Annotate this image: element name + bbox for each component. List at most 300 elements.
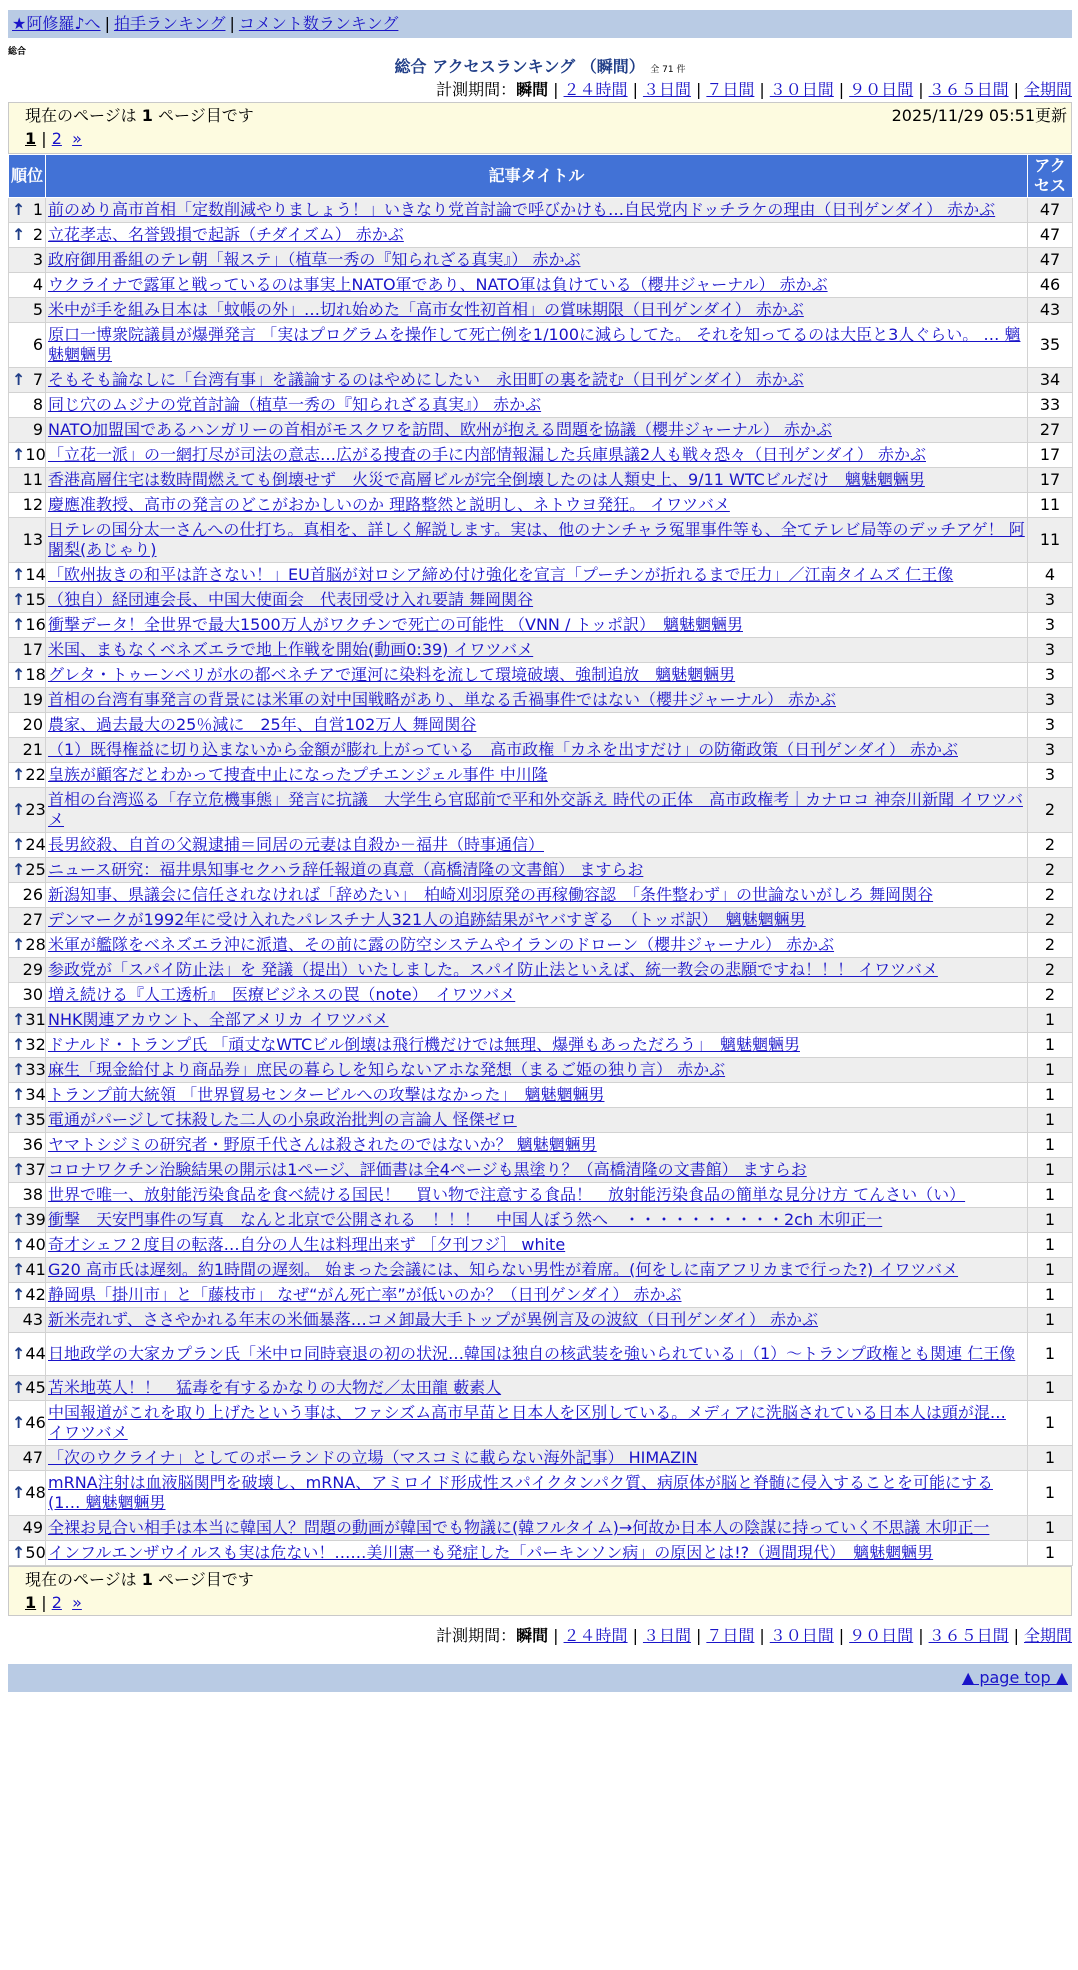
rank-cell xyxy=(9,298,46,323)
article-title-link[interactable]: 立花孝志、名誉毀損で起訴（チダイズム） 赤かぶ xyxy=(48,225,404,244)
access-count: 1 xyxy=(1028,1058,1073,1083)
title-cell xyxy=(46,738,1028,763)
rank-cell xyxy=(9,1283,46,1308)
title-cell xyxy=(46,613,1028,638)
title-cell xyxy=(46,1158,1028,1183)
title-header: 記事タイトル xyxy=(46,155,1028,198)
rank-cell xyxy=(9,958,46,983)
table-row xyxy=(9,1108,1073,1133)
title-cell xyxy=(46,1108,1028,1133)
access-count: 1 xyxy=(1028,1183,1073,1208)
rank-number: 16 xyxy=(25,615,46,634)
access-count: 11 xyxy=(1028,518,1073,563)
rank-cell xyxy=(9,418,46,443)
article-title-link[interactable]: 前のめり高市首相「定数削減やりましょう！」いきなり党首討論で呼びかけも…自民党内ドッチラケの理由（日刊ゲンダイ） 赤かぶ xyxy=(48,200,996,219)
comment-ranking-link[interactable]: コメント数ランキング xyxy=(238,14,399,33)
title-cell xyxy=(46,1376,1028,1401)
rank-cell xyxy=(9,688,46,713)
table-row xyxy=(9,1208,1073,1233)
up-arrow-icon: ↑ xyxy=(12,1543,26,1562)
article-title-link[interactable]: 首相の台湾巡る「存立危機事態」発言に抗議 大学生ら官邸前で平和外交訴え 時代の正体 高市政権考｜カナロコ 神奈川新聞 イワツバメ xyxy=(48,790,1023,829)
title-cell xyxy=(46,1258,1028,1283)
rank-number: 8 xyxy=(32,395,43,414)
title-cell xyxy=(46,1333,1028,1376)
access-count: 1 xyxy=(1028,1158,1073,1183)
period-link[interactable]: ２４時間 xyxy=(563,1626,628,1645)
title-cell xyxy=(46,393,1028,418)
table-row xyxy=(9,273,1073,298)
article-title-link[interactable]: NATO加盟国であるハンガリーの首相がモスクワを訪問、欧州が抱える問題を協議（櫻井ジャーナル） 赤かぶ xyxy=(48,420,833,439)
article-title-link[interactable]: G20 高市氏は遅刻。約1時間の遅刻。 始まった会議には、知らない男性が着席。(何をしに南アフリカまで行った?) イワツバメ xyxy=(48,1260,959,1279)
page-info-bottom xyxy=(8,1566,1072,1616)
title-cell xyxy=(46,493,1028,518)
title-cell xyxy=(46,983,1028,1008)
rank-cell xyxy=(9,1258,46,1283)
access-count: 1 xyxy=(1028,1258,1073,1283)
title-cell xyxy=(46,323,1028,368)
rank-number: 26 xyxy=(22,885,43,904)
table-row xyxy=(9,563,1073,588)
period-label: 計測期間： xyxy=(436,80,517,99)
rank-number: 18 xyxy=(25,665,46,684)
article-title-link[interactable]: NHK関連アカウント、全部アメリカ イワツバメ xyxy=(48,1010,389,1029)
title-cell xyxy=(46,368,1028,393)
rank-number: 33 xyxy=(25,1060,46,1079)
up-arrow-icon: ↑ xyxy=(12,1110,26,1129)
up-arrow-icon: ↑ xyxy=(12,1085,26,1104)
rank-number: 19 xyxy=(22,690,43,709)
rank-number: 20 xyxy=(22,715,43,734)
article-title-link[interactable]: （1）既得権益に切り込まないから金額が膨れ上がっている 高市政権「カネを出すだけ」の防衛政策（日刊ゲンダイ） 赤かぶ xyxy=(48,740,958,759)
table-row xyxy=(9,1233,1073,1258)
period-link[interactable]: ３日間 xyxy=(642,80,691,99)
up-arrow-icon: ↑ xyxy=(12,1010,26,1029)
up-arrow-icon: ↑ xyxy=(12,370,26,389)
title-cell xyxy=(46,1401,1028,1446)
rank-cell xyxy=(9,1183,46,1208)
nav-separator: | xyxy=(104,14,110,33)
rank-number: 1 xyxy=(32,200,43,219)
rank-number: 36 xyxy=(22,1135,43,1154)
title-cell xyxy=(46,958,1028,983)
up-arrow-icon: ↑ xyxy=(12,1210,26,1229)
article-title-link[interactable]: ウクライナで露軍と戦っているのは事実上NATO軍であり、NATO軍は負けている（櫻井ジャーナル） 赤かぶ xyxy=(48,275,828,294)
access-count: 1 xyxy=(1028,1376,1073,1401)
article-title-link[interactable]: 原口一博衆院議員が爆弾発言 「実はプログラムを操作して死亡例を1/100に減らしてた。 それを知ってるのは大臣と3人ぐらい。 … 魑魅魍魎男 xyxy=(48,325,1021,364)
access-count: 27 xyxy=(1028,418,1073,443)
title-cell xyxy=(46,1183,1028,1208)
rank-number: 31 xyxy=(25,1010,46,1029)
article-title-link[interactable]: 世界で唯一、放射能汚染食品を食べ続ける国民！ 買い物で注意する食品！ 放射能汚染食品の簡単な見分け方 てんさい（い） xyxy=(48,1185,966,1204)
current-page-text xyxy=(25,105,254,129)
table-row xyxy=(9,983,1073,1008)
period-link[interactable]: ３日間 xyxy=(642,1626,691,1645)
rank-cell xyxy=(9,1058,46,1083)
rank-number: 40 xyxy=(25,1235,46,1254)
article-title-link[interactable]: 皇族が顧客だとわかって捜査中止になったプチエンジェル事件 中川隆 xyxy=(48,765,548,784)
rank-number: 41 xyxy=(25,1260,46,1279)
table-row xyxy=(9,588,1073,613)
rank-cell xyxy=(9,1033,46,1058)
title-cell xyxy=(46,1541,1028,1566)
table-row xyxy=(9,663,1073,688)
period-separator: | xyxy=(838,1626,845,1645)
table-row xyxy=(9,883,1073,908)
period-separator: | xyxy=(759,80,765,99)
period-link[interactable]: ２４時間 xyxy=(563,80,628,99)
rank-number: 13 xyxy=(22,530,43,549)
rank-number: 47 xyxy=(22,1448,43,1467)
article-title-link[interactable]: 首相の台湾有事発言の背景には米軍の対中国戦略があり、単なる舌禍事件ではない（櫻井ジャーナル） 赤かぶ xyxy=(48,690,836,709)
period-separator: | xyxy=(553,1626,559,1645)
access-count: 1 xyxy=(1028,1008,1073,1033)
rank-number: 3 xyxy=(32,250,43,269)
article-title-link[interactable]: 米中が手を組み日本は「蚊帳の外」…切れ始めた「高市女性初首相」の賞味期限（日刊ゲンダイ） 赤かぶ xyxy=(48,300,804,319)
article-title-link[interactable]: 新潟知事、県議会に信任されなければ「辞めたい」 柏崎刈羽原発の再稼働容認 「条件整わず」の世論ないがしろ 舞岡関谷 xyxy=(48,885,934,904)
article-title-link[interactable]: 慶應准教授、高市の発言のどこがおかしいのか 理路整然と説明し、ネトウヨ発狂。 イワツバメ xyxy=(48,495,730,514)
table-row xyxy=(9,688,1073,713)
rank-cell xyxy=(9,563,46,588)
title-cell xyxy=(46,638,1028,663)
rank-cell xyxy=(9,1208,46,1233)
table-row xyxy=(9,368,1073,393)
period-link[interactable]: ３０日間 xyxy=(769,1626,834,1645)
table-row xyxy=(9,1516,1073,1541)
period-link[interactable]: ３６５日間 xyxy=(928,1626,1009,1645)
period-link[interactable]: 全期間 xyxy=(1023,80,1072,99)
access-count: 2 xyxy=(1028,958,1073,983)
rank-cell xyxy=(9,588,46,613)
rank-number: 7 xyxy=(32,370,43,389)
up-arrow-icon: ↑ xyxy=(12,1060,26,1079)
article-title-link[interactable]: 奇才シェフ２度目の転落…自分の人生は料理出来ず ［夕刊フジ］ white xyxy=(48,1235,566,1254)
title-cell xyxy=(46,443,1028,468)
table-row xyxy=(9,788,1073,833)
up-arrow-icon: ↑ xyxy=(12,860,26,879)
title-cell xyxy=(46,468,1028,493)
rank-number: 43 xyxy=(22,1310,43,1329)
ranking-rows xyxy=(9,198,1073,1566)
access-count: 35 xyxy=(1028,323,1073,368)
up-arrow-icon: ↑ xyxy=(12,835,26,854)
title-cell xyxy=(46,223,1028,248)
pager-separator: | xyxy=(41,1593,47,1612)
nav-separator: | xyxy=(229,14,235,33)
period-current: 瞬間 xyxy=(516,80,549,99)
access-count: 17 xyxy=(1028,443,1073,468)
page-text: ページ目です xyxy=(158,106,254,125)
rank-cell xyxy=(9,1083,46,1108)
table-row xyxy=(9,1058,1073,1083)
table-row xyxy=(9,908,1073,933)
article-title-link[interactable]: インフルエンザウイルスも実は危ない！……美川憲一も発症した「パーキンソン病」の原因とは!?（週間現代） 魑魅魍魎男 xyxy=(48,1543,934,1562)
access-count: 47 xyxy=(1028,198,1073,223)
access-count: 2 xyxy=(1028,983,1073,1008)
up-arrow-icon: ↑ xyxy=(12,1260,26,1279)
access-count: 3 xyxy=(1028,613,1073,638)
title-cell xyxy=(46,1446,1028,1471)
period-link[interactable]: ９０日間 xyxy=(849,80,914,99)
clap-ranking-link[interactable]: 拍手ランキング xyxy=(113,14,226,33)
rank-number: 10 xyxy=(25,445,46,464)
title-cell xyxy=(46,763,1028,788)
pager-separator: | xyxy=(41,129,47,148)
rank-cell xyxy=(9,1308,46,1333)
title-cell xyxy=(46,688,1028,713)
access-count: 3 xyxy=(1028,588,1073,613)
table-row xyxy=(9,933,1073,958)
period-selector-top xyxy=(8,78,1072,102)
period-separator: | xyxy=(632,80,638,99)
period-separator: | xyxy=(1013,80,1019,99)
rank-number: 32 xyxy=(25,1035,46,1054)
article-title-link[interactable]: 長男絞殺、自首の父親逮捕＝同居の元妻は自殺か－福井（時事通信） xyxy=(48,835,545,854)
access-count: 3 xyxy=(1028,713,1073,738)
access-count: 1 xyxy=(1028,1283,1073,1308)
rank-number: 39 xyxy=(25,1210,46,1229)
table-row xyxy=(9,1308,1073,1333)
access-count: 3 xyxy=(1028,738,1073,763)
access-count: 2 xyxy=(1028,833,1073,858)
article-title-link[interactable]: コロナワクチン治験結果の開示は1ページ、評価書は全4ページも黒塗り？（高橋清隆の文書館） ますらお xyxy=(48,1160,807,1179)
up-arrow-icon: ↑ xyxy=(12,765,26,784)
rank-number: 15 xyxy=(25,590,46,609)
article-title-link[interactable]: 衝撃データ！全世界で最大1500万人がワクチンで死亡の可能性 （VNN / トッポ訳） 魑魅魍魎男 xyxy=(48,615,743,634)
article-title-link[interactable]: 苫米地英人！！ 猛毒を有するかなりの大物だ／太田龍 藪素人 xyxy=(48,1378,502,1397)
rank-number: 29 xyxy=(22,960,43,979)
access-count: 46 xyxy=(1028,273,1073,298)
rank-cell xyxy=(9,663,46,688)
rank-cell xyxy=(9,983,46,1008)
title-cell xyxy=(46,298,1028,323)
access-count: 1 xyxy=(1028,1033,1073,1058)
rank-number: 17 xyxy=(22,640,43,659)
article-title-link[interactable]: 「欧州抜きの和平は許さない！」EU首脳が対ロシア締め付け強化を宣言「プーチンが折れるまで圧力」／江南タイムズ 仁王像 xyxy=(48,565,954,584)
title-cell xyxy=(46,1208,1028,1233)
access-count: 2 xyxy=(1028,788,1073,833)
page-text: 現在のページは xyxy=(25,106,137,125)
rank-cell xyxy=(9,1446,46,1471)
title-cell xyxy=(46,198,1028,223)
period-separator: | xyxy=(918,80,924,99)
access-count: 2 xyxy=(1028,908,1073,933)
access-count: 3 xyxy=(1028,663,1073,688)
title-cell xyxy=(46,1083,1028,1108)
ranking-table xyxy=(8,154,1073,1566)
article-title-link[interactable]: 「次のウクライナ」としてのポーランドの立場（マスコミに載らない海外記事） HIMAZIN xyxy=(48,1448,698,1467)
rank-number: 24 xyxy=(25,835,46,854)
access-count: 43 xyxy=(1028,298,1073,323)
pager-next[interactable]: » xyxy=(72,129,82,148)
rank-cell xyxy=(9,858,46,883)
article-title-link[interactable]: トランプ前大統領 「世界貿易センタービルへの攻撃はなかった」 魑魅魍魎男 xyxy=(48,1085,605,1104)
rank-cell xyxy=(9,933,46,958)
rank-cell xyxy=(9,518,46,563)
article-title-link[interactable]: 米軍が艦隊をベネズエラ沖に派遣、その前に露の防空システムやイランのドローン（櫻井ジャーナル） 赤かぶ xyxy=(48,935,835,954)
table-row xyxy=(9,1258,1073,1283)
period-link[interactable]: 全期間 xyxy=(1023,1626,1072,1645)
rank-number: 49 xyxy=(22,1518,43,1537)
article-title-link[interactable]: 農家、過去最大の25％減に 25年、自営102万人 舞岡関谷 xyxy=(48,715,477,734)
page-text: 現在のページは xyxy=(25,1570,137,1589)
rank-cell xyxy=(9,713,46,738)
page-text: ページ目です xyxy=(158,1570,254,1589)
article-title-link[interactable]: 政府御用番組のテレ朝「報ステ」（植草一秀の『知られざる真実』） 赤かぶ xyxy=(48,250,581,269)
rank-cell xyxy=(9,613,46,638)
access-header: アクセス xyxy=(1028,155,1073,198)
rank-cell xyxy=(9,1376,46,1401)
period-link[interactable]: ９０日間 xyxy=(849,1626,914,1645)
article-title-link[interactable]: 参政党が「スパイ防止法」を 発議（提出）いたしました。スパイ防止法といえば、統一教会の悲願ですね！！！ イワツバメ xyxy=(48,960,938,979)
current-page-text xyxy=(25,1569,1067,1593)
table-row xyxy=(9,493,1073,518)
table-row xyxy=(9,1541,1073,1566)
access-count: 1 xyxy=(1028,1208,1073,1233)
article-title-link[interactable]: グレタ・トゥーンベリが水の都ベネチアで運河に染料を流して環境破壊、強制追放 魑魅魍魎男 xyxy=(48,665,736,684)
article-title-link[interactable]: 日地政学の大家カプラン氏「米中ロ同時衰退の初の状況…韓国は独自の核武装を強いられている」（1）～トランプ政権とも関連 仁王像 xyxy=(48,1344,1016,1363)
access-count: 4 xyxy=(1028,563,1073,588)
table-row xyxy=(9,393,1073,418)
article-title-link[interactable]: 静岡県「掛川市」と「藤枝市」 なぜ“がん死亡率”が低いのか？（日刊ゲンダイ） 赤かぶ xyxy=(48,1285,682,1304)
rank-cell xyxy=(9,763,46,788)
period-link[interactable]: ７日間 xyxy=(706,80,755,99)
article-title-link[interactable]: 同じ穴のムジナの党首討論（植草一秀の『知られざる真実』） 赤かぶ xyxy=(48,395,542,414)
article-title-link[interactable]: 電通がパージして抹殺した二人の小泉政治批判の言論人 怪傑ゼロ xyxy=(48,1110,517,1129)
title-cell xyxy=(46,518,1028,563)
article-title-link[interactable]: 全裸お見合い相手は本当に韓国人？問題の動画が韓国でも物議に(韓フルタイム)→何故か日本人の陰謀に持っていく不思議 木卯正一 xyxy=(48,1518,990,1537)
article-title-link[interactable]: ヤマトシジミの研究者・野原千代さんは殺されたのではないか？ 魑魅魍魎男 xyxy=(48,1135,597,1154)
rank-cell xyxy=(9,738,46,763)
article-title-link[interactable]: 香港高層住宅は数時間燃えても倒壊せず 火災で高層ビルが完全倒壊したのは人類史上、9/11 WTCビルだけ 魑魅魍魎男 xyxy=(48,470,925,489)
rank-number: 37 xyxy=(25,1160,46,1179)
rank-cell xyxy=(9,1158,46,1183)
period-link[interactable]: ７日間 xyxy=(706,1626,755,1645)
article-title-link[interactable]: mRNA注射は血液脳関門を破壊し、mRNA、アミロイド形成性スパイクタンパク質、病原体が脳と脊髄に侵入することを可能にする(1… 魑魅魍魎男 xyxy=(48,1473,993,1512)
table-row xyxy=(9,1033,1073,1058)
top-nav-bar xyxy=(8,10,1072,38)
rank-number: 27 xyxy=(22,910,43,929)
period-current: 瞬間 xyxy=(516,1626,549,1645)
up-arrow-icon: ↑ xyxy=(12,800,26,819)
table-row xyxy=(9,1008,1073,1033)
up-arrow-icon: ↑ xyxy=(12,590,26,609)
table-row xyxy=(9,833,1073,858)
access-count: 2 xyxy=(1028,883,1073,908)
access-count: 1 xyxy=(1028,1233,1073,1258)
table-row xyxy=(9,518,1073,563)
table-row xyxy=(9,713,1073,738)
pager-next[interactable]: » xyxy=(72,1593,82,1612)
pager-page-2[interactable]: 2 xyxy=(51,1593,62,1612)
article-title-link[interactable]: ドナルド・トランプ氏 「頑丈なWTCビル倒壊は飛行機だけでは無理、爆弾もあっただろう」 魑魅魍魎男 xyxy=(48,1035,800,1054)
pager-page-2[interactable]: 2 xyxy=(51,129,62,148)
article-title-link[interactable]: 「立花一派」の一網打尽が司法の意志…広がる捜査の手に内部情報漏した兵庫県議2人も戦々恐々（日刊ゲンダイ） 赤かぶ xyxy=(48,445,926,464)
title-cell xyxy=(46,1133,1028,1158)
article-title-link[interactable]: 新米売れず、ささやかれる年末の米価暴落…コメ卸最大手トップが異例言及の波紋（日刊ゲンダイ） 赤かぶ xyxy=(48,1310,819,1329)
table-row xyxy=(9,298,1073,323)
rank-cell xyxy=(9,443,46,468)
rank-number: 35 xyxy=(25,1110,46,1129)
rank-cell xyxy=(9,788,46,833)
title-cell xyxy=(46,248,1028,273)
page-top-link[interactable]: ▲ page top ▲ xyxy=(961,1668,1068,1687)
rank-cell xyxy=(9,908,46,933)
title-cell xyxy=(46,933,1028,958)
title-cell xyxy=(46,1283,1028,1308)
up-arrow-icon: ↑ xyxy=(12,1235,26,1254)
up-arrow-icon: ↑ xyxy=(12,225,26,244)
rank-cell xyxy=(9,468,46,493)
rank-number: 42 xyxy=(25,1285,46,1304)
period-separator: | xyxy=(632,1626,638,1645)
rank-cell xyxy=(9,273,46,298)
period-selector-bottom xyxy=(8,1624,1072,1648)
article-title-link[interactable]: ニュース研究：福井県知事セクハラ辞任報道の真意（高橋清隆の文書館） ますらお xyxy=(48,860,644,879)
rank-number: 14 xyxy=(25,565,46,584)
article-title-link[interactable]: （独自）経団連会長、中国大使面会 代表団受け入れ要請 舞岡関谷 xyxy=(48,590,534,609)
article-title-link[interactable]: デンマークが1992年に受け入れたパレスチナ人321人の追跡結果がヤバすぎる （トッポ訳） 魑魅魍魎男 xyxy=(48,910,806,929)
table-row xyxy=(9,638,1073,663)
rank-cell xyxy=(9,1133,46,1158)
title-cell xyxy=(46,1058,1028,1083)
table-row xyxy=(9,1158,1073,1183)
article-title-link[interactable]: 日テレの国分太一さんへの仕打ち。真相を、詳しく解説します。実は、他のナンチャラ冤罪事件等も、全てテレビ局等のデッチアゲ！ 阿闍梨(あじゃり) xyxy=(48,520,1025,559)
up-arrow-icon: ↑ xyxy=(12,615,26,634)
title-cell xyxy=(46,663,1028,688)
access-count: 47 xyxy=(1028,223,1073,248)
up-arrow-icon: ↑ xyxy=(12,1483,26,1502)
pager-bottom xyxy=(25,1593,1067,1612)
article-title-link[interactable]: 麻生「現金給付より商品券」庶民の暮らしを知らないアホな発想（まるご姫の独り言） 赤かぶ xyxy=(48,1060,726,1079)
rank-cell xyxy=(9,368,46,393)
up-arrow-icon: ↑ xyxy=(12,565,26,584)
rank-cell xyxy=(9,638,46,663)
table-row xyxy=(9,1183,1073,1208)
title-cell xyxy=(46,883,1028,908)
rank-number: 11 xyxy=(22,470,43,489)
period-separator: | xyxy=(553,80,559,99)
title-cell xyxy=(46,908,1028,933)
rank-cell xyxy=(9,1008,46,1033)
title-cell xyxy=(46,1008,1028,1033)
period-link[interactable]: ３０日間 xyxy=(769,80,834,99)
article-title-link[interactable]: 衝撃 天安門事件の写真 なんと北京で公開される ！！！ 中国人ぼう然へ ・・・・・・・・・・2ch 木卯正一 xyxy=(48,1210,883,1229)
rank-number: 6 xyxy=(32,335,43,354)
updated-timestamp: 2025/11/29 05:51更新 xyxy=(891,106,1067,125)
article-title-link[interactable]: 中国報道がこれを取り上げたという事は、ファシズム高市早苗と日本人を区別している。メディアに洗脳されている日本人は頭が混… イワツバメ xyxy=(48,1403,1006,1442)
access-count: 1 xyxy=(1028,1401,1073,1446)
period-link[interactable]: ３６５日間 xyxy=(928,80,1009,99)
table-row xyxy=(9,958,1073,983)
period-separator: | xyxy=(695,80,702,99)
rank-number: 45 xyxy=(25,1378,46,1397)
access-count: 34 xyxy=(1028,368,1073,393)
title-cell xyxy=(46,788,1028,833)
article-title-link[interactable]: 米国、まもなくベネズエラで地上作戦を開始(動画0:39) イワツバメ xyxy=(48,640,534,659)
table-row xyxy=(9,763,1073,788)
table-row xyxy=(9,223,1073,248)
access-count: 1 xyxy=(1028,1333,1073,1376)
article-title-link[interactable]: 増え続ける『人工透析』 医療ビジネスの罠（note） イワツバメ xyxy=(48,985,516,1004)
home-link[interactable]: ★阿修羅♪へ xyxy=(12,14,101,33)
rank-cell xyxy=(9,1108,46,1133)
up-arrow-icon: ↑ xyxy=(12,1285,26,1304)
article-title-link[interactable]: そもそも論なしに「台湾有事」を議論するのはやめにしたい 永田町の裏を読む（日刊ゲンダイ） 赤かぶ xyxy=(48,370,804,389)
pager-current: 1 xyxy=(25,129,37,148)
rank-number: 25 xyxy=(25,860,46,879)
up-arrow-icon: ↑ xyxy=(12,200,26,219)
footer-bar xyxy=(8,1664,1072,1692)
